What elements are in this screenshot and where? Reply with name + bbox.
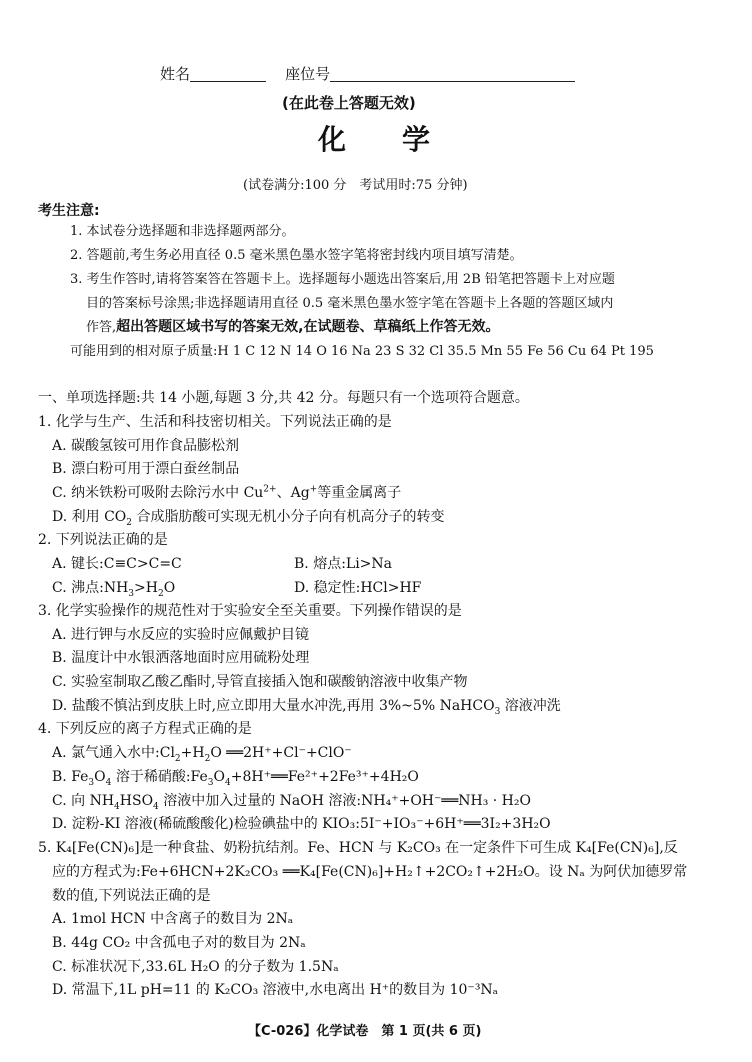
q4-b-post: +8H⁺══Fe²⁺+2Fe³⁺+4H₂O bbox=[230, 769, 419, 785]
notice-title: 考生注意: bbox=[38, 203, 100, 219]
q3-option-c[interactable]: C. 实验室制取乙酸乙酯时,导管直接插入饱和碳酸钠溶液中收集产物 bbox=[52, 674, 468, 690]
notice-item-3-line-2: 目的答案标号涂黑;非选择题请用直径 0.5 毫米黑色墨水签字笔在答题卡上各题的答题区域内 bbox=[86, 296, 614, 311]
q4-b-t2: 溶于稀硝酸:Fe bbox=[111, 769, 208, 785]
subject-title: 化 学 bbox=[318, 123, 431, 156]
q1-c-sup-2: + bbox=[309, 484, 318, 495]
q4-c-post: 溶液中加入过量的 NaOH 溶液:NH₄⁺+OH⁻══NH₃ · H₂O bbox=[158, 793, 531, 809]
q5-option-d[interactable]: D. 常温下,1L pH=11 的 K₂CO₃ 溶液中,水电离出 H⁺的数目为 10⁻³Nₐ bbox=[52, 982, 499, 998]
q2-c-sub-1: 3 bbox=[128, 588, 135, 599]
section-1-title: 一、单项选择题:共 14 小题,每题 3 分,共 42 分。每题只有一个选项符合题意。 bbox=[38, 390, 529, 406]
q5-stem-line-3: 数的值,下列说法正确的是 bbox=[52, 888, 211, 904]
q4-c-sub-2: 4 bbox=[153, 801, 159, 812]
atomic-masses: 可能用到的相对原子质量:H 1 C 12 N 14 O 16 Na 23 S 32 Cl 35.5 Mn 55 Fe 56 Cu 64 Pt 195 bbox=[70, 344, 654, 359]
page-footer: 【C-026】化学试卷 第 1 页(共 6 页) bbox=[248, 1024, 482, 1039]
q3-option-b[interactable]: B. 温度计中水银洒落地面时应用硫粉处理 bbox=[52, 650, 310, 666]
q5-stem-line-1: 5. K₄[Fe(CN)₆]是一种食盐、奶粉抗结剂。Fe、HCN 与 K₂CO₃ 在一定条件下可生成 K₄[Fe(CN)₆],反 bbox=[38, 840, 678, 856]
q1-stem: 1. 化学与生产、生活和科技密切相关。下列说法正确的是 bbox=[38, 414, 392, 430]
q4-a-sub-2: 2 bbox=[204, 753, 211, 764]
q2-stem: 2. 下列说法正确的是 bbox=[38, 532, 168, 548]
exam-info: (试卷满分:100 分 考试用时:75 分钟) bbox=[243, 178, 468, 193]
notice-item-3-line-1: 3. 考生作答时,请将答案答在答题卡上。选择题每小题选出答案后,用 2B 铅笔把答题卡上对应题 bbox=[70, 272, 615, 287]
q2-c-sub-2: 2 bbox=[157, 588, 164, 599]
q1-c-text: C. 纳米铁粉可吸附去除污水中 Cu bbox=[52, 485, 264, 501]
q2-option-b[interactable]: B. 熔点:Li>Na bbox=[294, 556, 393, 572]
notice-emphasis: 超出答题区域书写的答案无效,在试题卷、草稿纸上作答无效。 bbox=[116, 319, 500, 335]
q1-option-d[interactable] bbox=[52, 509, 445, 528]
q1-d-post: 合成脂肪酸可实现无机小分子向有机高分子的转变 bbox=[132, 509, 445, 525]
q4-c-t1: HSO bbox=[119, 793, 154, 809]
q4-a-mid: +H bbox=[180, 745, 205, 761]
q4-a-post: O ══2H⁺+Cl⁻+ClO⁻ bbox=[210, 745, 352, 761]
q4-c-text: C. 向 NH bbox=[52, 793, 115, 809]
q4-option-b[interactable] bbox=[52, 769, 419, 788]
q2-option-c[interactable] bbox=[52, 580, 176, 599]
q3-d-post: 溶液冲洗 bbox=[500, 698, 561, 714]
q4-option-d[interactable]: D. 淀粉-KI 溶液(稀硫酸酸化)检验碘盐中的 KIO₃:5I⁻+IO₃⁻+6H⁺══3I₂+3H₂O bbox=[52, 816, 551, 832]
q4-b-sub-4: 4 bbox=[225, 777, 231, 788]
q1-d-text: D. 利用 CO bbox=[52, 509, 127, 525]
q1-d-sub: 2 bbox=[126, 517, 132, 528]
q5-stem-line-2: 应的方程式为:Fe+6HCN+2K₂CO₃ ══K₄[Fe(CN)₆]+H₂↑+2CO₂↑+2H₂O。设 Nₐ 为阿伏加德罗常 bbox=[52, 864, 688, 880]
name-blank[interactable] bbox=[190, 66, 266, 82]
q4-b-text: B. Fe bbox=[52, 769, 89, 785]
invalid-note: (在此卷上答题无效) bbox=[282, 94, 416, 112]
q1-option-a[interactable]: A. 碳酸氢铵可用作食品膨松剂 bbox=[52, 438, 240, 454]
q1-option-c[interactable] bbox=[52, 485, 401, 501]
q3-d-text: D. 盐酸不慎沾到皮肤上时,应立即用大量水冲洗,再用 3%~5% NaHCO bbox=[52, 698, 495, 714]
q4-option-c[interactable] bbox=[52, 793, 531, 812]
seat-label: 座位号 bbox=[285, 65, 331, 83]
q4-b-t1: O bbox=[94, 769, 106, 785]
name-label: 姓名 bbox=[160, 65, 191, 83]
q3-option-a[interactable]: A. 进行钾与水反应的实验时应佩戴护目镜 bbox=[52, 627, 310, 643]
q4-b-t3: O bbox=[213, 769, 225, 785]
q3-option-d[interactable] bbox=[52, 698, 561, 717]
q2-c-mid: >H bbox=[134, 580, 158, 596]
q4-a-sub-1: 2 bbox=[174, 753, 181, 764]
q4-stem: 4. 下列反应的离子方程式正确的是 bbox=[38, 721, 252, 737]
q5-option-b[interactable]: B. 44g CO₂ 中含孤电子对的数目为 2Nₐ bbox=[52, 935, 306, 951]
q1-c-sup-1: 2+ bbox=[263, 484, 277, 495]
notice-item-3-line-3-start: 作答, bbox=[86, 320, 117, 335]
q5-option-a[interactable]: A. 1mol HCN 中含离子的数目为 2Nₐ bbox=[52, 911, 294, 927]
q4-b-sub-3: 3 bbox=[207, 777, 214, 788]
q5-option-c[interactable]: C. 标准状况下,33.6L H₂O 的分子数为 1.5Nₐ bbox=[52, 959, 339, 975]
q4-a-text: A. 氯气通入水中:Cl bbox=[52, 745, 175, 761]
q1-c-post: 等重金属离子 bbox=[317, 485, 402, 501]
notice-item-1: 1. 本试卷分选择题和非选择题两部分。 bbox=[70, 224, 295, 239]
q4-option-a[interactable] bbox=[52, 745, 352, 764]
notice-item-2: 2. 答题前,考生务必用直径 0.5 毫米黑色墨水签字笔将密封线内项目填写清楚。 bbox=[70, 248, 523, 263]
q1-option-b[interactable]: B. 漂白粉可用于漂白蚕丝制品 bbox=[52, 461, 240, 477]
notice-item-3-line-3 bbox=[86, 320, 499, 335]
q2-c-text: C. 沸点:NH bbox=[52, 580, 129, 596]
q2-c-post: O bbox=[163, 580, 176, 596]
q3-stem: 3. 化学实验操作的规范性对于实验安全至关重要。下列操作错误的是 bbox=[38, 603, 462, 619]
name-seat-line bbox=[160, 66, 575, 82]
seat-blank[interactable] bbox=[330, 66, 575, 82]
q4-c-sub-1: 4 bbox=[114, 801, 120, 812]
q3-d-sub: 3 bbox=[494, 706, 501, 717]
q4-b-sub-2: 4 bbox=[105, 777, 112, 788]
q2-option-a[interactable]: A. 键长:C≡C>C=C bbox=[52, 556, 182, 572]
q1-c-mid: 、Ag bbox=[276, 485, 310, 501]
q2-option-d[interactable]: D. 稳定性:HCl>HF bbox=[294, 580, 422, 596]
q4-b-sub-1: 3 bbox=[88, 777, 95, 788]
